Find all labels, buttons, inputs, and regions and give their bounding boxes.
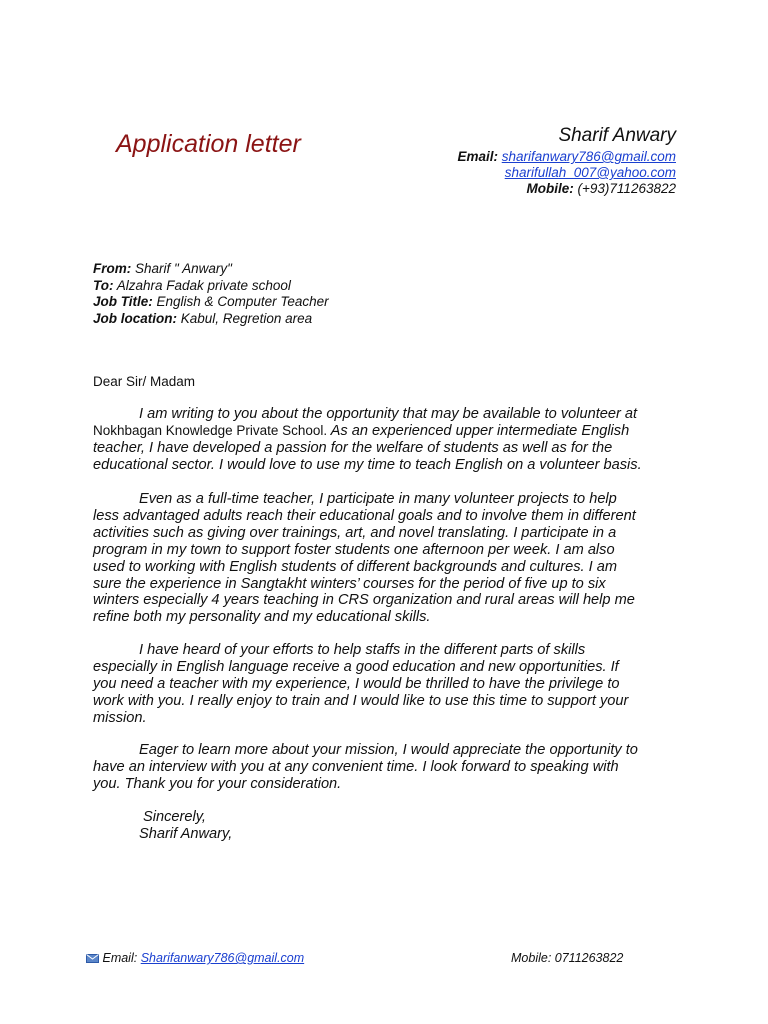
- header-email-label: Email:: [457, 149, 498, 164]
- sender-name: Sharif Anwary: [558, 125, 676, 146]
- paragraph-4: Eager to learn more about your mission, I would appreciate the opportunity to have an interview with you at any convenient time. I look forward to speaking with you. Thank you for your consideration.: [93, 742, 638, 792]
- letter-meta: [93, 261, 329, 327]
- closing: [139, 809, 232, 843]
- paragraph-3: I have heard of your efforts to help staffs in the different parts of skills especially in English language receive a good education and new opportunities. If you need a teacher with my experience, I would be thrilled to have the privilege to work with you. I really enjoy to train and I would like to use this time to support your mission.: [93, 642, 629, 726]
- meta-to: To: Alzahra Fadak private school: [93, 277, 291, 293]
- greeting: Dear Sir/ Madam: [93, 374, 196, 389]
- header-mobile-label: Mobile:: [526, 181, 574, 196]
- header-email-line-2: [505, 165, 676, 180]
- header-email-link-1[interactable]: sharifanwary786@gmail.com: [501, 149, 676, 164]
- header-email-link-2[interactable]: sharifullah_007@yahoo.com: [504, 165, 676, 180]
- meta-job-title: Job Title: English & Computer Teacher: [93, 294, 329, 309]
- header-mobile-line: [527, 181, 676, 196]
- footer-mobile: Mobile: 0711263822: [511, 951, 624, 965]
- paragraph-1: I am writing to you about the opportunity that may be available to volunteer at Nokhbagan Knowledge Private School. As an experienced upper intermediate English teacher, I have developed a passion for the welfare of students as well as for the educational sector. I would love to use my time to teach English on a volunteer basis.: [93, 406, 642, 473]
- footer-email: [86, 951, 304, 965]
- closing-sincerely: Sincerely,: [143, 809, 206, 825]
- closing-signature: Sharif Anwary,: [139, 826, 233, 842]
- meta-from: From: Sharif " Anwary": [93, 261, 232, 276]
- footer-email-label: Email:: [102, 951, 138, 965]
- letter-title: Application letter: [116, 130, 301, 158]
- header-mobile: (+93)711263822: [577, 181, 676, 196]
- envelope-icon: [86, 954, 99, 963]
- header-email-line: [457, 149, 676, 164]
- paragraph-2: Even as a full-time teacher, I participate in many volunteer projects to help less advantaged adults reach their educational goals and to involve them in different activities such as giving over trainings, art, and novel translating. I participate in a program in my town to support foster students one afternoon per week. I am also used to working with English students of different backgrounds and cultures. I am sure the experience in Sangtakht winters’ courses for the period of five up to six winters especially 4 years teaching in CRS organization and rural areas will help me refine both my personality and my educational skills.: [93, 491, 636, 626]
- meta-job-location: Job location: Kabul, Regretion area: [93, 310, 313, 326]
- footer-email-link[interactable]: Sharifanwary786@gmail.com: [140, 951, 305, 965]
